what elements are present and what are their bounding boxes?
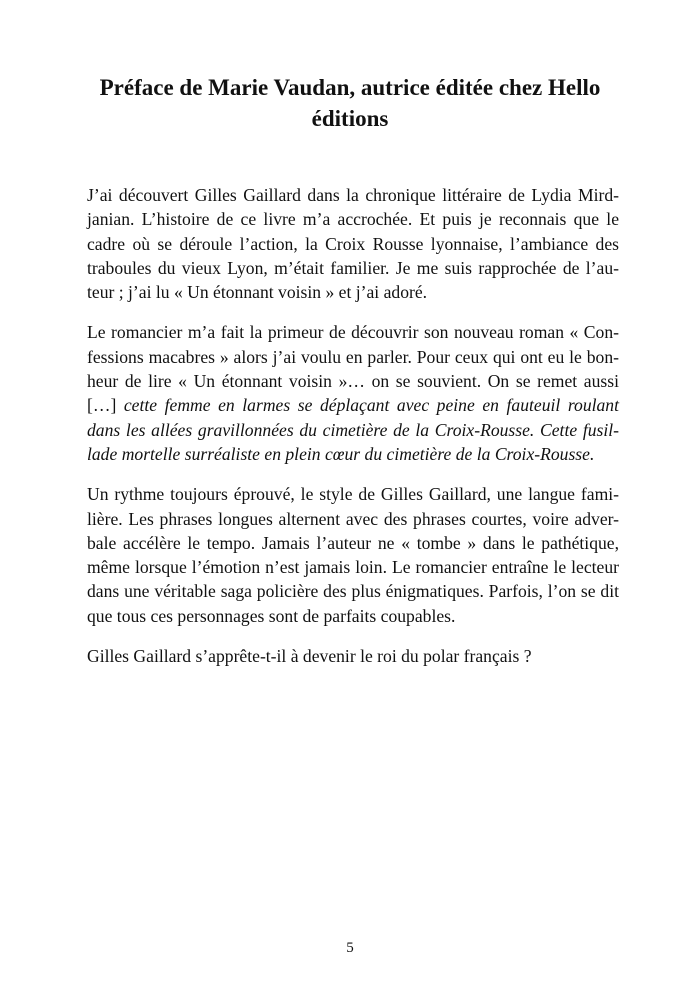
text-line: dans une véritable saga policière des plus énigmatiques. Parfois, l’on se dit xyxy=(87,581,619,602)
paragraph-2 xyxy=(87,320,619,466)
text-line: que tous ces personnages sont de parfaits coupables. xyxy=(87,605,456,626)
ellipsis-bracket: […] xyxy=(87,395,124,416)
italic-quote: cette femme en larmes se déplaçant avec peine en fauteuil roulant xyxy=(123,395,619,416)
paragraph-3 xyxy=(87,482,619,628)
text-line: janian. L’histoire de ce livre m’a accrochée. Et puis je reconnais que le xyxy=(87,209,619,230)
paragraph-4 xyxy=(87,644,619,668)
text-line xyxy=(87,442,619,466)
text-line: Un rythme toujours éprouvé, le style de Gilles Gaillard, une langue fami- xyxy=(87,484,619,505)
text-line: teur ; j’ai lu « Un étonnant voisin » et j’ai adoré. xyxy=(87,282,428,303)
text-line: J’ai découvert Gilles Gaillard dans la chronique littéraire de Lydia Mird- xyxy=(87,185,619,205)
text-line: même lorsque l’émotion n’est jamais loin. Le romancier entraîne le lecteur xyxy=(87,557,619,578)
text-line: bale accélère le tempo. Jamais l’auteur ne « tombe » dans le pathétique, xyxy=(87,532,619,553)
paragraph-1 xyxy=(87,183,619,304)
text-line: heur de lire « Un étonnant voisin »… on se souvient. On se remet aussi xyxy=(87,371,619,392)
text-line: lière. Les phrases longues alternent avec des phrases courtes, voire adver- xyxy=(87,508,619,529)
text-line: fessions macabres » alors j’ai voulu en parler. Pour ceux qui ont eu le bon- xyxy=(87,346,619,367)
text-line: Le romancier m’a fait la primeur de découvrir son nouveau roman « Con- xyxy=(87,322,619,343)
text-line: cadre où se déroule l’action, la Croix Rousse lyonnaise, l’ambiance des xyxy=(87,233,619,254)
text-line: Gilles Gaillard s’apprête-t-il à devenir le roi du polar français ? xyxy=(87,646,532,667)
text-line: traboules du vieux Lyon, m’était familier. Je me suis rapprochée de l’au- xyxy=(87,257,619,278)
text-line xyxy=(87,418,619,442)
italic-quote: lade mortelle surréaliste en plein cœur du cimetière de la Croix-Rousse. xyxy=(87,443,595,464)
page-title xyxy=(80,72,620,134)
text-line-mixed xyxy=(87,393,619,417)
page-number: 5 xyxy=(346,940,354,956)
title-line: Préface de Marie Vaudan, autrice éditée chez Hello xyxy=(99,75,601,100)
preface-body xyxy=(87,183,619,668)
italic-quote: dans les allées gravillonnées du cimetière de la Croix-Rousse. Cette fusil- xyxy=(87,419,619,440)
title-line: éditions xyxy=(311,106,389,131)
